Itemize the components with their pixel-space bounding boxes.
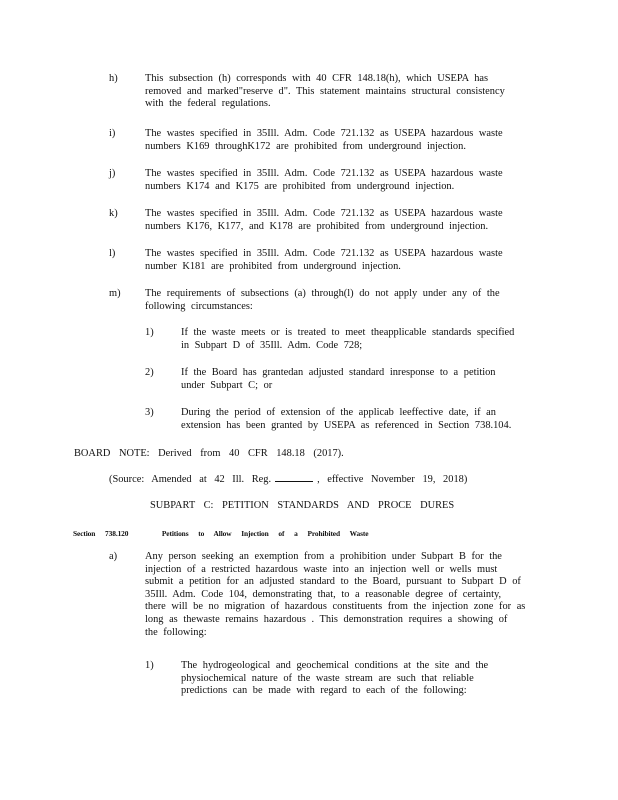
subitem-text-3 [181, 407, 511, 432]
text-line: in Subpart D of 35Ill. Adm. Code 728; [181, 339, 363, 351]
section-title: Petitions to Allow Injection of a Prohibited Waste [161, 529, 369, 538]
text-line: The wastes specified in 35Ill. Adm. Code 721.132 as USEPA hazardous waste [145, 168, 503, 179]
text-line: Any person seeking an exemption from a prohibition under Subpart B for the [145, 551, 502, 562]
item-label-j: j) [109, 168, 116, 179]
text-line: The hydrogeological and geochemical conditions at the site and the [181, 660, 489, 671]
text-line: the following: [145, 626, 207, 638]
section-number: Section 738.120 [73, 529, 129, 538]
text-line: If the waste meets or is treated to meet theapplicable standards specified [181, 327, 515, 338]
item-text-k [145, 208, 503, 233]
text-line: numbers K176, K177, and K178 are prohibited from underground injection. [145, 220, 489, 232]
text-line: If the Board has grantedan adjusted standard inresponse to a petition [181, 367, 496, 378]
item-label-h: h) [109, 73, 118, 84]
text-line: physiochemical nature of the waste stream are such that reliable [181, 672, 474, 684]
subitem-text-1 [181, 327, 514, 352]
subitem-label-2: 2) [145, 367, 154, 378]
text-line: extension has been granted by USEPA as referenced in Section 738.104. [181, 419, 512, 431]
text-line: numbers K169 throughK172 are prohibited from underground injection. [145, 140, 466, 152]
text-line: injection of a restricted hazardous waste into an injection well or wells must [145, 563, 498, 575]
item-text-i [145, 128, 503, 153]
section-heading [73, 528, 368, 541]
section-a-text [145, 551, 525, 639]
board-note: BOARD NOTE: Derived from 40 CFR 148.18 (2017). [74, 448, 344, 459]
text-line: The requirements of subsections (a) through(l) do not apply under any of the [145, 288, 500, 299]
text-line: predictions can be made with regard to each of the following: [181, 685, 467, 697]
blank-field [275, 481, 313, 482]
item-label-k: k) [109, 208, 118, 219]
text-line: removed and marked"reserve d". This statement maintains structural consistency [145, 85, 505, 97]
text-line: numbers K174 and K175 are prohibited from underground injection. [145, 180, 455, 192]
text-line: The wastes specified in 35Ill. Adm. Code 721.132 as USEPA hazardous waste [145, 128, 503, 139]
text-line: there will be no migration of hazardous constituents from the injection zone for as [145, 601, 526, 613]
text-line: submit a petition for an adjusted standard to the Board, pursuant to Subpart D of [145, 576, 521, 588]
text-line: long as thewaste remains hazardous . This demonstration requires a showing of [145, 613, 508, 625]
text-line: The wastes specified in 35Ill. Adm. Code 721.132 as USEPA hazardous waste [145, 208, 503, 219]
text-line: number K181 are prohibited from underground injection. [145, 260, 401, 272]
source-prefix: (Source: Amended at 42 Ill. Reg. [109, 474, 272, 485]
text-line: During the period of extension of the applicab leeffective date, if an [181, 407, 496, 418]
item-text-m [145, 288, 500, 313]
text-line: 35Ill. Adm. Code 104, demonstrating that, to a reasonable degree of certainty, [145, 588, 502, 600]
item-text-h [145, 73, 505, 111]
text-line: This subsection (h) corresponds with 40 CFR 148.18(h), which USEPA has [145, 73, 489, 84]
section-a-label: a) [109, 551, 118, 562]
text-line: under Subpart C; or [181, 379, 273, 391]
text-line: The wastes specified in 35Ill. Adm. Code 721.132 as USEPA hazardous waste [145, 248, 503, 259]
source-note [109, 474, 467, 487]
section-a1-label: 1) [145, 660, 154, 671]
item-text-l [145, 248, 503, 273]
section-a1-text [181, 660, 488, 698]
item-label-i: i) [109, 128, 116, 139]
subitem-label-3: 3) [145, 407, 154, 418]
subitem-text-2 [181, 367, 496, 392]
item-label-m: m) [109, 288, 121, 299]
text-line: with the federal regulations. [145, 98, 271, 110]
subitem-label-1: 1) [145, 327, 154, 338]
source-suffix: , effective November 19, 2018) [317, 474, 468, 485]
item-label-l: l) [109, 248, 116, 259]
subpart-heading: SUBPART C: PETITION STANDARDS AND PROCE DURES [150, 500, 455, 511]
text-line: following circumstances: [145, 300, 253, 312]
item-text-j [145, 168, 503, 193]
